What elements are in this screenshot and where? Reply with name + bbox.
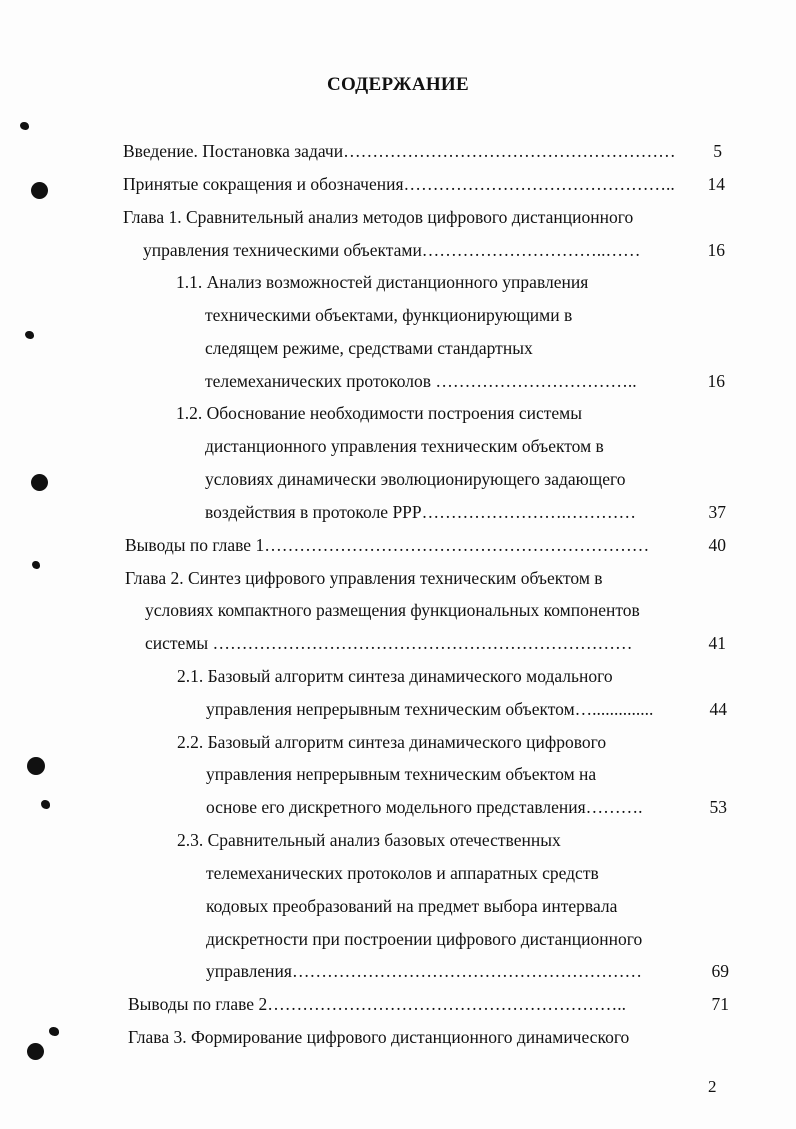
toc-page-number: 37 (708, 502, 726, 522)
toc-entry-conclusions-2: Выводы по главе 2…………………………………………………….. (128, 994, 626, 1014)
toc-entry-abbreviations: Принятые сокращения и обозначения……………………………………….. (123, 174, 675, 194)
toc-entry-2-2: 2.2. Базовый алгоритм синтеза динамического цифрового (177, 732, 607, 752)
toc-entry-chapter-2-cont: системы ……………………………………………………………… (145, 633, 633, 653)
toc-entry-2-2-cont: управления непрерывным техническим объектом на (206, 764, 597, 784)
toc-entry-1-2: 1.2. Обоснование необходимости построения системы (176, 403, 583, 423)
toc-entry-chapter-2-cont: условиях компактного размещения функциональных компонентов (145, 600, 640, 620)
toc-page-number: 16 (707, 240, 725, 260)
page-number: 2 (708, 1077, 717, 1096)
toc-entry-2-1-cont: управления непрерывным техническим объектом….............. (206, 699, 654, 719)
toc-entry-1-1-cont: телемеханических протоколов …………………………….. (205, 371, 637, 391)
toc-page-number: 71 (711, 994, 729, 1014)
punch-hole-mark (27, 757, 45, 775)
toc-page-number: 44 (709, 699, 727, 719)
toc-page-number: 16 (707, 371, 725, 391)
toc-entry-1-1-cont: техническими объектами, функционирующими в (205, 305, 573, 325)
toc-entry-1-1: 1.1. Анализ возможностей дистанционного управления (176, 272, 589, 292)
toc-page-number: 69 (711, 961, 729, 981)
toc-entry-chapter-1-cont: управления техническими объектами…………………………..…… (143, 240, 641, 260)
toc-entry-2-1: 2.1. Базовый алгоритм синтеза динамического модального (177, 666, 613, 686)
toc-page-number: 41 (708, 633, 726, 653)
toc-entry-chapter-1: Глава 1. Сравнительный анализ методов цифрового дистанционного (123, 207, 634, 227)
punch-hole-mark (31, 182, 48, 199)
toc-entry-1-1-cont: следящем режиме, средствами стандартных (205, 338, 533, 358)
toc-page-number: 14 (707, 174, 725, 194)
toc-entry-1-2-cont: условиях динамически эволюционирующего задающего (205, 469, 626, 489)
toc-page-number: 40 (708, 535, 726, 555)
toc-entry-2-3-cont: управления…………………………………………………… (206, 961, 642, 981)
toc-entry-chapter-2: Глава 2. Синтез цифрового управления техническим объектом в (125, 568, 603, 588)
toc-page-number: 5 (713, 141, 722, 161)
ink-blot-mark (20, 122, 29, 130)
punch-hole-mark (27, 1043, 44, 1060)
toc-entry-intro: Введение. Постановка задачи………………………………………………… (123, 141, 676, 161)
page-title: СОДЕРЖАНИЕ (327, 74, 469, 95)
toc-entry-chapter-3: Глава 3. Формирование цифрового дистанционного динамического (128, 1027, 630, 1047)
ink-blot-mark (25, 331, 34, 339)
toc-page-number: 53 (709, 797, 727, 817)
ink-blot-mark (32, 561, 40, 569)
ink-blot-mark (41, 800, 50, 809)
punch-hole-mark (31, 474, 48, 491)
toc-entry-2-3-cont: телемеханических протоколов и аппаратных средств (206, 863, 599, 883)
toc-entry-2-3-cont: кодовых преобразований на предмет выбора интервала (206, 896, 618, 916)
toc-entry-2-2-cont: основе его дискретного модельного представления………. (206, 797, 643, 817)
toc-entry-2-3: 2.3. Сравнительный анализ базовых отечественных (177, 830, 561, 850)
toc-entry-1-2-cont: дистанционного управления техническим объектом в (205, 436, 604, 456)
toc-entry-1-2-cont: воздействия в протоколе PPP…………………….………… (205, 502, 637, 522)
ink-blot-mark (49, 1027, 59, 1036)
toc-entry-conclusions-1: Выводы по главе 1………………………………………………………… (125, 535, 650, 555)
toc-entry-2-3-cont: дискретности при построении цифрового дистанционного (206, 929, 643, 949)
